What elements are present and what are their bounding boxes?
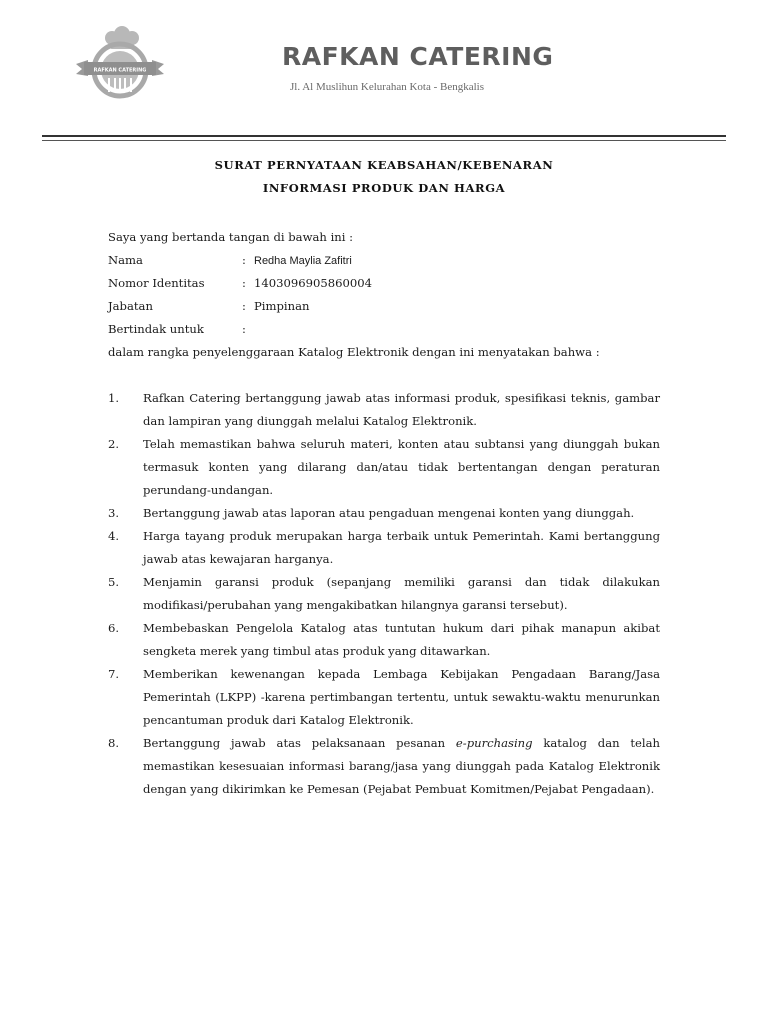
field-value: Redha Maylia Zafitri bbox=[254, 255, 352, 267]
item-number: 6. bbox=[108, 621, 120, 635]
statement-list bbox=[108, 387, 660, 801]
company-address: Jl. Al Muslihun Kelurahan Kota - Bengkalis bbox=[290, 81, 485, 93]
item-number: 1. bbox=[108, 391, 120, 405]
item-text: Harga tayang produk merupakan harga terbaik untuk Pemerintah. Kami bertanggung jawab atas kewajaran harganya. bbox=[143, 529, 660, 566]
field-row-acting-for bbox=[108, 318, 254, 341]
item-text-after: katalog dan telah memastikan kesesuaian informasi barang/jasa yang diunggah pada Katalog Elektronik dengan yang dikirimkan ke Pemesan (Pejabat Pembuat Komitmen/Pejabat Pengadaan). bbox=[143, 736, 660, 796]
field-label: Nomor Identitas bbox=[108, 276, 205, 290]
field-label: Nama bbox=[108, 253, 143, 267]
field-row-position bbox=[108, 295, 309, 318]
field-row-id-number bbox=[108, 272, 372, 295]
item-number: 3. bbox=[108, 506, 120, 520]
company-logo bbox=[74, 26, 166, 102]
list-item bbox=[108, 571, 660, 617]
header-divider-thin bbox=[42, 140, 726, 141]
item-number: 4. bbox=[108, 529, 120, 543]
list-item bbox=[108, 433, 660, 502]
item-text: Memberikan kewenangan kepada Lembaga Kebijakan Pengadaan Barang/Jasa Pemerintah (LKPP) -karena pertimbangan tertentu, untuk sewaktu-waktu menurunkan pencantuman produk dari Katalog Elektronik. bbox=[143, 667, 660, 727]
field-separator: : bbox=[242, 253, 246, 267]
header-divider-thick bbox=[42, 135, 726, 137]
field-label: Bertindak untuk bbox=[108, 322, 204, 336]
statement-text: dalam rangka penyelenggaraan Katalog Elektronik dengan ini menyatakan bahwa : bbox=[108, 345, 600, 359]
item-number: 5. bbox=[108, 575, 120, 589]
item-text: Rafkan Catering bertanggung jawab atas informasi produk, spesifikasi teknis, gambar dan lampiran yang diunggah melalui Katalog Elektronik. bbox=[143, 391, 660, 428]
item-text: Membebaskan Pengelola Katalog atas tuntutan hukum dari pihak manapun akibat sengketa merek yang timbul atas produk yang ditawarkan. bbox=[143, 621, 660, 658]
item-text: Telah memastikan bahwa seluruh materi, konten atau subtansi yang diunggah bukan termasuk konten yang dilarang dan/atau tidak bertentangan dengan peraturan perundang-undangan. bbox=[143, 437, 660, 497]
item-number: 7. bbox=[108, 667, 120, 681]
list-item bbox=[108, 525, 660, 571]
item-text-emphasis: e-purchasing bbox=[455, 736, 533, 750]
item-number: 2. bbox=[108, 437, 120, 451]
intro-text: Saya yang bertanda tangan di bawah ini : bbox=[108, 230, 354, 244]
item-number: 8. bbox=[108, 736, 120, 750]
item-text-before: Bertanggung jawab atas pelaksanaan pesanan bbox=[143, 736, 456, 750]
field-separator: : bbox=[242, 276, 246, 290]
field-label: Jabatan bbox=[108, 299, 153, 313]
document-title-line2: INFORMASI PRODUK DAN HARGA bbox=[262, 181, 506, 195]
list-item bbox=[108, 732, 660, 801]
list-item bbox=[108, 617, 660, 663]
item-text: Menjamin garansi produk (sepanjang memiliki garansi dan tidak dilakukan modifikasi/perubahan yang mengakibatkan hilangnya garansi tersebut). bbox=[143, 575, 660, 612]
field-value: 1403096905860004 bbox=[254, 276, 373, 290]
list-item bbox=[108, 502, 660, 525]
field-separator: : bbox=[242, 299, 246, 313]
list-item bbox=[108, 663, 660, 732]
document-title-line1: SURAT PERNYATAAN KEABSAHAN/KEBENARAN bbox=[214, 158, 554, 172]
item-text: Bertanggung jawab atas laporan atau pengaduan mengenai konten yang diunggah. bbox=[143, 506, 635, 520]
company-name: RAFKAN CATERING bbox=[282, 42, 554, 71]
field-separator: : bbox=[242, 322, 246, 336]
logo-text: RAFKAN CATERING bbox=[93, 67, 147, 74]
field-value: Pimpinan bbox=[254, 299, 310, 313]
list-item bbox=[108, 387, 660, 433]
field-row-name bbox=[108, 249, 352, 273]
